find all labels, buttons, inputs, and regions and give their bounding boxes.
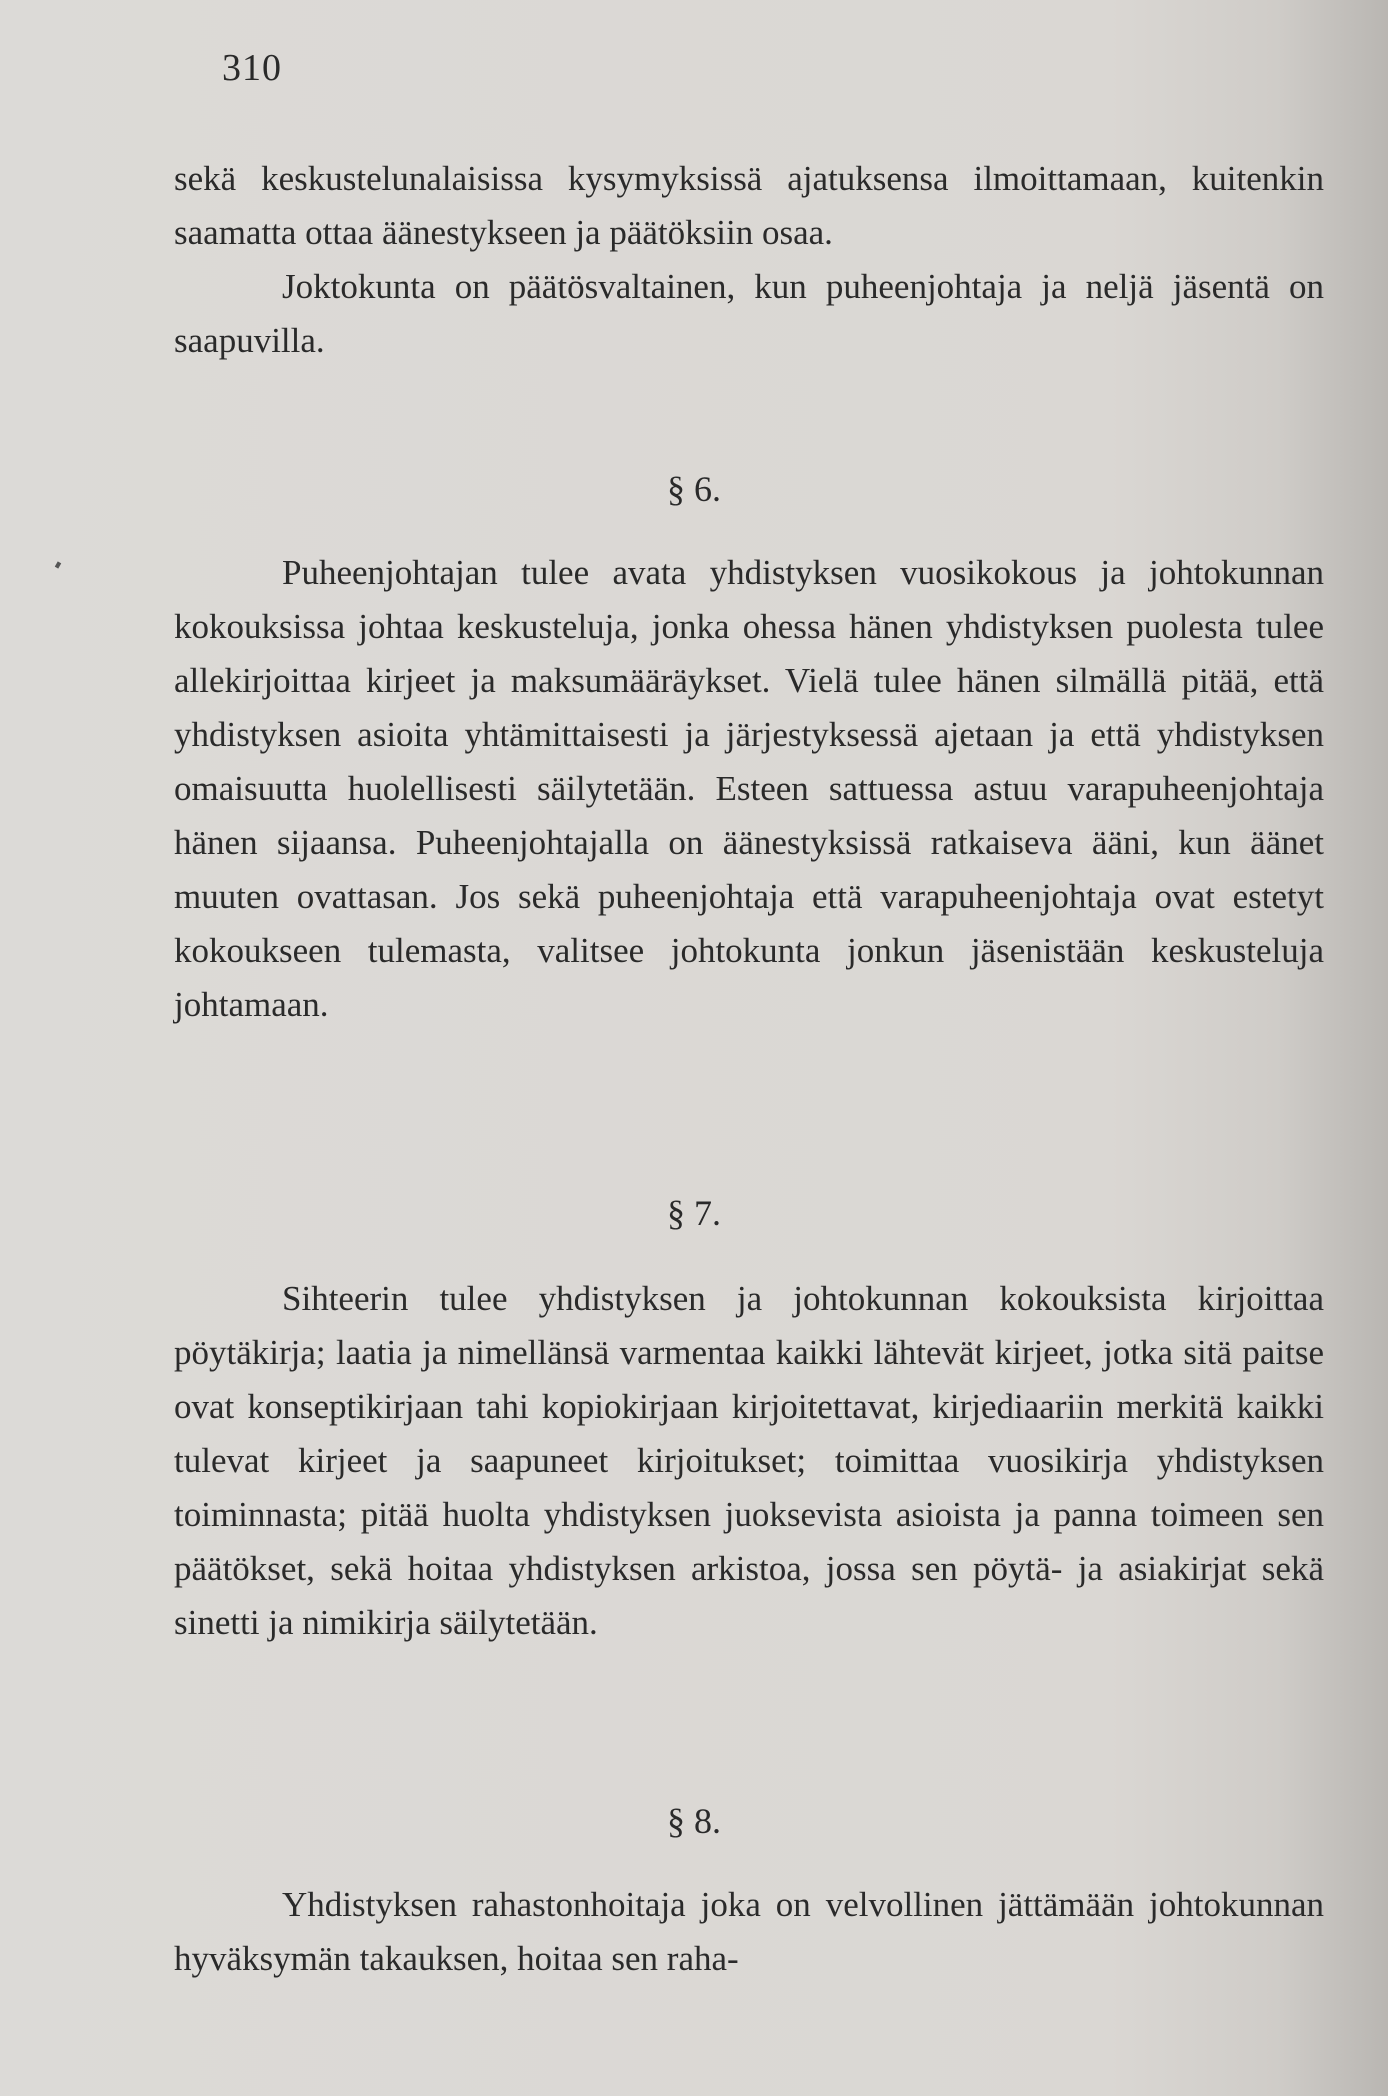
section-7-heading: § 7. [667,1193,721,1233]
intro-text-block [174,152,1324,368]
intro-paragraph-2: Joktokunta on päätösvaltainen, kun puheenjohtaja ja neljä jäsentä on saapuvilla. [174,267,1324,360]
scan-speck [55,561,61,568]
intro-paragraph-1: sekä keskustelunalaisissa kysymyksissä ajatuksensa ilmoittamaan, kuitenkin saamatta ottaa äänestykseen ja päätöksiin osaa. [174,159,1324,252]
section-8-paragraph-1: Yhdistyksen rahastonhoitaja joka on velvollinen jättämään johtokunnan hyväksymän takauksen, hoitaa sen raha- [174,1885,1324,1978]
section-6-text-block [174,546,1324,1032]
section-6-paragraph-1: Puheenjohtajan tulee avata yhdistyksen vuosikokous ja johtokunnan kokouksissa johtaa keskusteluja, jonka ohessa hänen yhdistyksen puolesta tulee allekirjoittaa kirjeet ja maksumääräykset. Vielä tulee hänen silmällä pitää, että yhdistyksen asioita yhtämittaisesti ja järjestyksessä ajetaan ja että yhdistyksen omaisuutta huolellisesti säilytetään. Esteen sattuessa astuu varapuheenjohtaja hänen sijaansa. Puheenjohtajalla on äänestyksissä ratkaiseva ääni, kun äänet muuten ovattasan. Jos sekä puheenjohtaja että varapuheenjohtaja ovat estetyt kokoukseen tulemasta, valitsee johtokunta jonkun jäsenistään keskusteluja johtamaan. [174,553,1324,1024]
page-number: 310 [222,47,282,89]
section-6-heading: § 6. [667,469,721,509]
section-8-text-block [174,1878,1324,1986]
section-7-text-block [174,1272,1324,1650]
section-7-paragraph-1: Sihteerin tulee yhdistyksen ja johtokunnan kokouksista kirjoittaa pöytäkirja; laatia ja nimellänsä varmentaa kaikki lähtevät kirjeet, jotka sitä paitse ovat konseptikirjaan tahi kopiokirjaan kirjoitettavat, kirjediaariin merkitä kaikki tulevat kirjeet ja saapuneet kirjoitukset; toimittaa vuosikirja yhdistyksen toiminnasta; pitää huolta yhdistyksen juoksevista asioista ja panna toimeen sen päätökset, sekä hoitaa yhdistyksen arkistoa, jossa sen pöytä- ja asiakirjat sekä sinetti ja nimikirja säilytetään. [174,1279,1324,1642]
section-8-heading: § 8. [667,1801,721,1841]
